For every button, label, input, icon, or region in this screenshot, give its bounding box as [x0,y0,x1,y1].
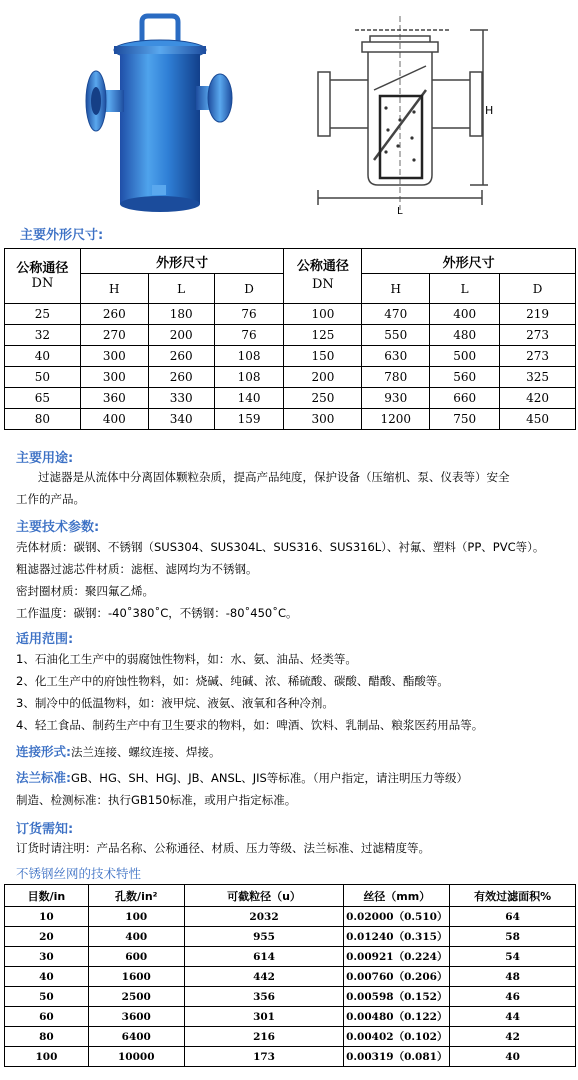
cell: 125 [284,325,362,346]
cell: 360 [80,388,148,409]
cell: 470 [362,304,430,325]
cell: 0.00921（0.224） [344,947,450,967]
cell: 180 [148,304,214,325]
cell: 40 [450,1047,576,1067]
cell: 0.00480（0.122） [344,1007,450,1027]
cell: 480 [430,325,500,346]
table-row [5,1007,576,1027]
dn-header-left [5,249,81,304]
cell: 340 [148,409,214,430]
table-row [5,987,576,1007]
cell: 400 [88,927,184,947]
dim-header-left: 外形尺寸 [80,249,284,274]
table-row [5,388,576,409]
cell: 44 [450,1007,576,1027]
header-cell: 丝径（mm） [344,885,450,907]
cell: 1200 [362,409,430,430]
flange-row [16,770,468,786]
dn-label: 公称通径 [16,261,69,276]
scope-heading: 适用范围: [16,632,74,647]
dims-heading: 主要外形尺寸: [20,228,104,243]
cell: 80 [5,1027,89,1047]
cell: 550 [362,325,430,346]
scope-line: 4、轻工食品、制药生产中有卫生要求的物料，如：啤酒、饮料、乳制品、粮浆医药用品等。 [16,718,484,732]
cell: 60 [5,1007,89,1027]
cell: 300 [80,367,148,388]
cell: 325 [500,367,576,388]
header-cell: 有效过滤面积% [450,885,576,907]
connection-text: 法兰连接、螺纹连接、焊接。 [71,745,221,759]
col-l: L [148,274,214,304]
table-header-row [5,885,576,907]
cell: 219 [500,304,576,325]
cell: 450 [500,409,576,430]
cell: 2032 [184,907,344,927]
cell: 0.01240（0.315） [344,927,450,947]
cell: 42 [450,1027,576,1047]
scope-line: 3、制冷中的低温物料，如：液甲烷、液氨、液氧和各种冷剂。 [16,696,334,710]
cell: 200 [284,367,362,388]
param-line: 密封圈材质：聚四氟乙烯。 [16,584,154,598]
cell: 930 [362,388,430,409]
cell: 159 [214,409,284,430]
mesh-table [4,884,576,1067]
cell: 250 [284,388,362,409]
cell: 630 [362,346,430,367]
flange-heading: 法兰标准: [16,770,71,785]
order-heading: 订货需知: [16,822,74,837]
order-text: 订货时请注明：产品名称、公称通径、材质、压力等级、法兰标准、过滤精度等。 [16,841,430,855]
cell: 614 [184,947,344,967]
cell: 108 [214,346,284,367]
cell: 500 [430,346,500,367]
cell: 330 [148,388,214,409]
dn-label-unit: DN [311,277,334,292]
cell: 273 [500,346,576,367]
cell: 40 [5,967,89,987]
cell: 400 [430,304,500,325]
dn-header-right [284,249,362,304]
col-d: D [500,274,576,304]
cell: 6400 [88,1027,184,1047]
cell: 200 [148,325,214,346]
cell: 50 [5,987,89,1007]
table-row [5,1027,576,1047]
cell: 64 [450,907,576,927]
cell: 780 [362,367,430,388]
mesh-heading: 不锈钢丝网的技术特性 [16,866,142,881]
cell: 1600 [88,967,184,987]
cell: 46 [450,987,576,1007]
cell: 25 [5,304,81,325]
connection-heading: 连接形式: [16,744,71,759]
params-list [16,540,576,621]
cell: 300 [284,409,362,430]
cell: 76 [214,304,284,325]
cell: 140 [214,388,284,409]
cell: 0.02000（0.510） [344,907,450,927]
cell: 420 [500,388,576,409]
param-line: 工作温度：碳钢：-40˚380˚C，不锈钢：-80˚450˚C。 [16,606,298,620]
cell: 260 [148,346,214,367]
cell: 50 [5,367,81,388]
cell: 300 [80,346,148,367]
table-row [5,967,576,987]
table-row [5,409,576,430]
cell: 0.00598（0.152） [344,987,450,1007]
cell: 0.00319（0.081） [344,1047,450,1067]
cell: 660 [430,388,500,409]
cell: 100 [284,304,362,325]
dn-label: 公称通径 [296,259,349,274]
table-row [5,927,576,947]
flange-text: GB、HG、SH、HGJ、JB、ANSL、JIS等标准。（用户指定，请注明压力等级） [71,771,469,785]
table-row [5,947,576,967]
col-h: H [80,274,148,304]
header-cell: 孔数/in² [88,885,184,907]
usage-line-1: 过滤器是从流体中分离固体颗粒杂质，提高产品纯度，保护设备（压缩机、泵、仪表等）安全 [38,470,510,484]
cell: 2500 [88,987,184,1007]
usage-text [16,470,576,507]
cell: 10 [5,907,89,927]
cell: 750 [430,409,500,430]
cell: 76 [214,325,284,346]
cell: 30 [5,947,89,967]
table-row [5,907,576,927]
param-line: 粗滤器过滤芯件材质：滤框、滤网均为不锈钢。 [16,562,258,576]
cell: 40 [5,346,81,367]
cell: 400 [80,409,148,430]
cell: 301 [184,1007,344,1027]
cell: 442 [184,967,344,987]
cell: 150 [284,346,362,367]
cell: 3600 [88,1007,184,1027]
header-cell: 可截粒径（u） [184,885,344,907]
cell: 65 [5,388,81,409]
col-d: D [214,274,284,304]
col-l: L [430,274,500,304]
cell: 20 [5,927,89,947]
cell: 100 [5,1047,89,1067]
connection-row [16,744,221,760]
dn-label-unit: DN [31,276,54,291]
scope-line: 1、石油化工生产中的弱腐蚀性物料，如：水、氨、油品、烃类等。 [16,652,357,666]
cell: 955 [184,927,344,947]
cell: 0.00760（0.206） [344,967,450,987]
param-line: 壳体材质：碳钢、不锈钢（SUS304、SUS304L、SUS316、SUS316L）、衬氟、塑料（PP、PVC等）。 [16,540,545,554]
cell: 260 [148,367,214,388]
cell: 48 [450,967,576,987]
col-h: H [362,274,430,304]
height-dimension-label: H [485,104,494,117]
usage-heading: 主要用途: [16,451,74,466]
cell: 356 [184,987,344,1007]
dimensions-table [4,248,576,430]
scope-list [16,652,576,733]
cell: 10000 [88,1047,184,1067]
cell: 270 [80,325,148,346]
cell: 80 [5,409,81,430]
cell: 100 [88,907,184,927]
strainer-drawing [300,0,500,220]
flange-line-2: 制造、检测标准：执行GB150标准，或用户指定标准。 [16,793,297,807]
cell: 560 [430,367,500,388]
cell: 260 [80,304,148,325]
cell: 54 [450,947,576,967]
cell: 600 [88,947,184,967]
cell: 32 [5,325,81,346]
strainer-photo [80,0,240,220]
cell: 58 [450,927,576,947]
length-dimension-label: L [397,206,403,217]
cell: 273 [500,325,576,346]
scope-line: 2、化工生产中的府蚀性物料，如：烧碱、纯碱、浓、稀硫酸、碳酸、醋酸、酯酸等。 [16,674,449,688]
cell: 0.00402（0.102） [344,1027,450,1047]
table-row [5,367,576,388]
table-row [5,304,576,325]
cell: 173 [184,1047,344,1067]
table-row [5,346,576,367]
usage-line-2: 工作的产品。 [16,492,85,506]
table-row [5,1047,576,1067]
table-row [5,325,576,346]
cell: 108 [214,367,284,388]
header-cell: 目数/in [5,885,89,907]
cell: 216 [184,1027,344,1047]
params-heading: 主要技术参数: [16,520,100,535]
dim-header-right: 外形尺寸 [362,249,576,274]
